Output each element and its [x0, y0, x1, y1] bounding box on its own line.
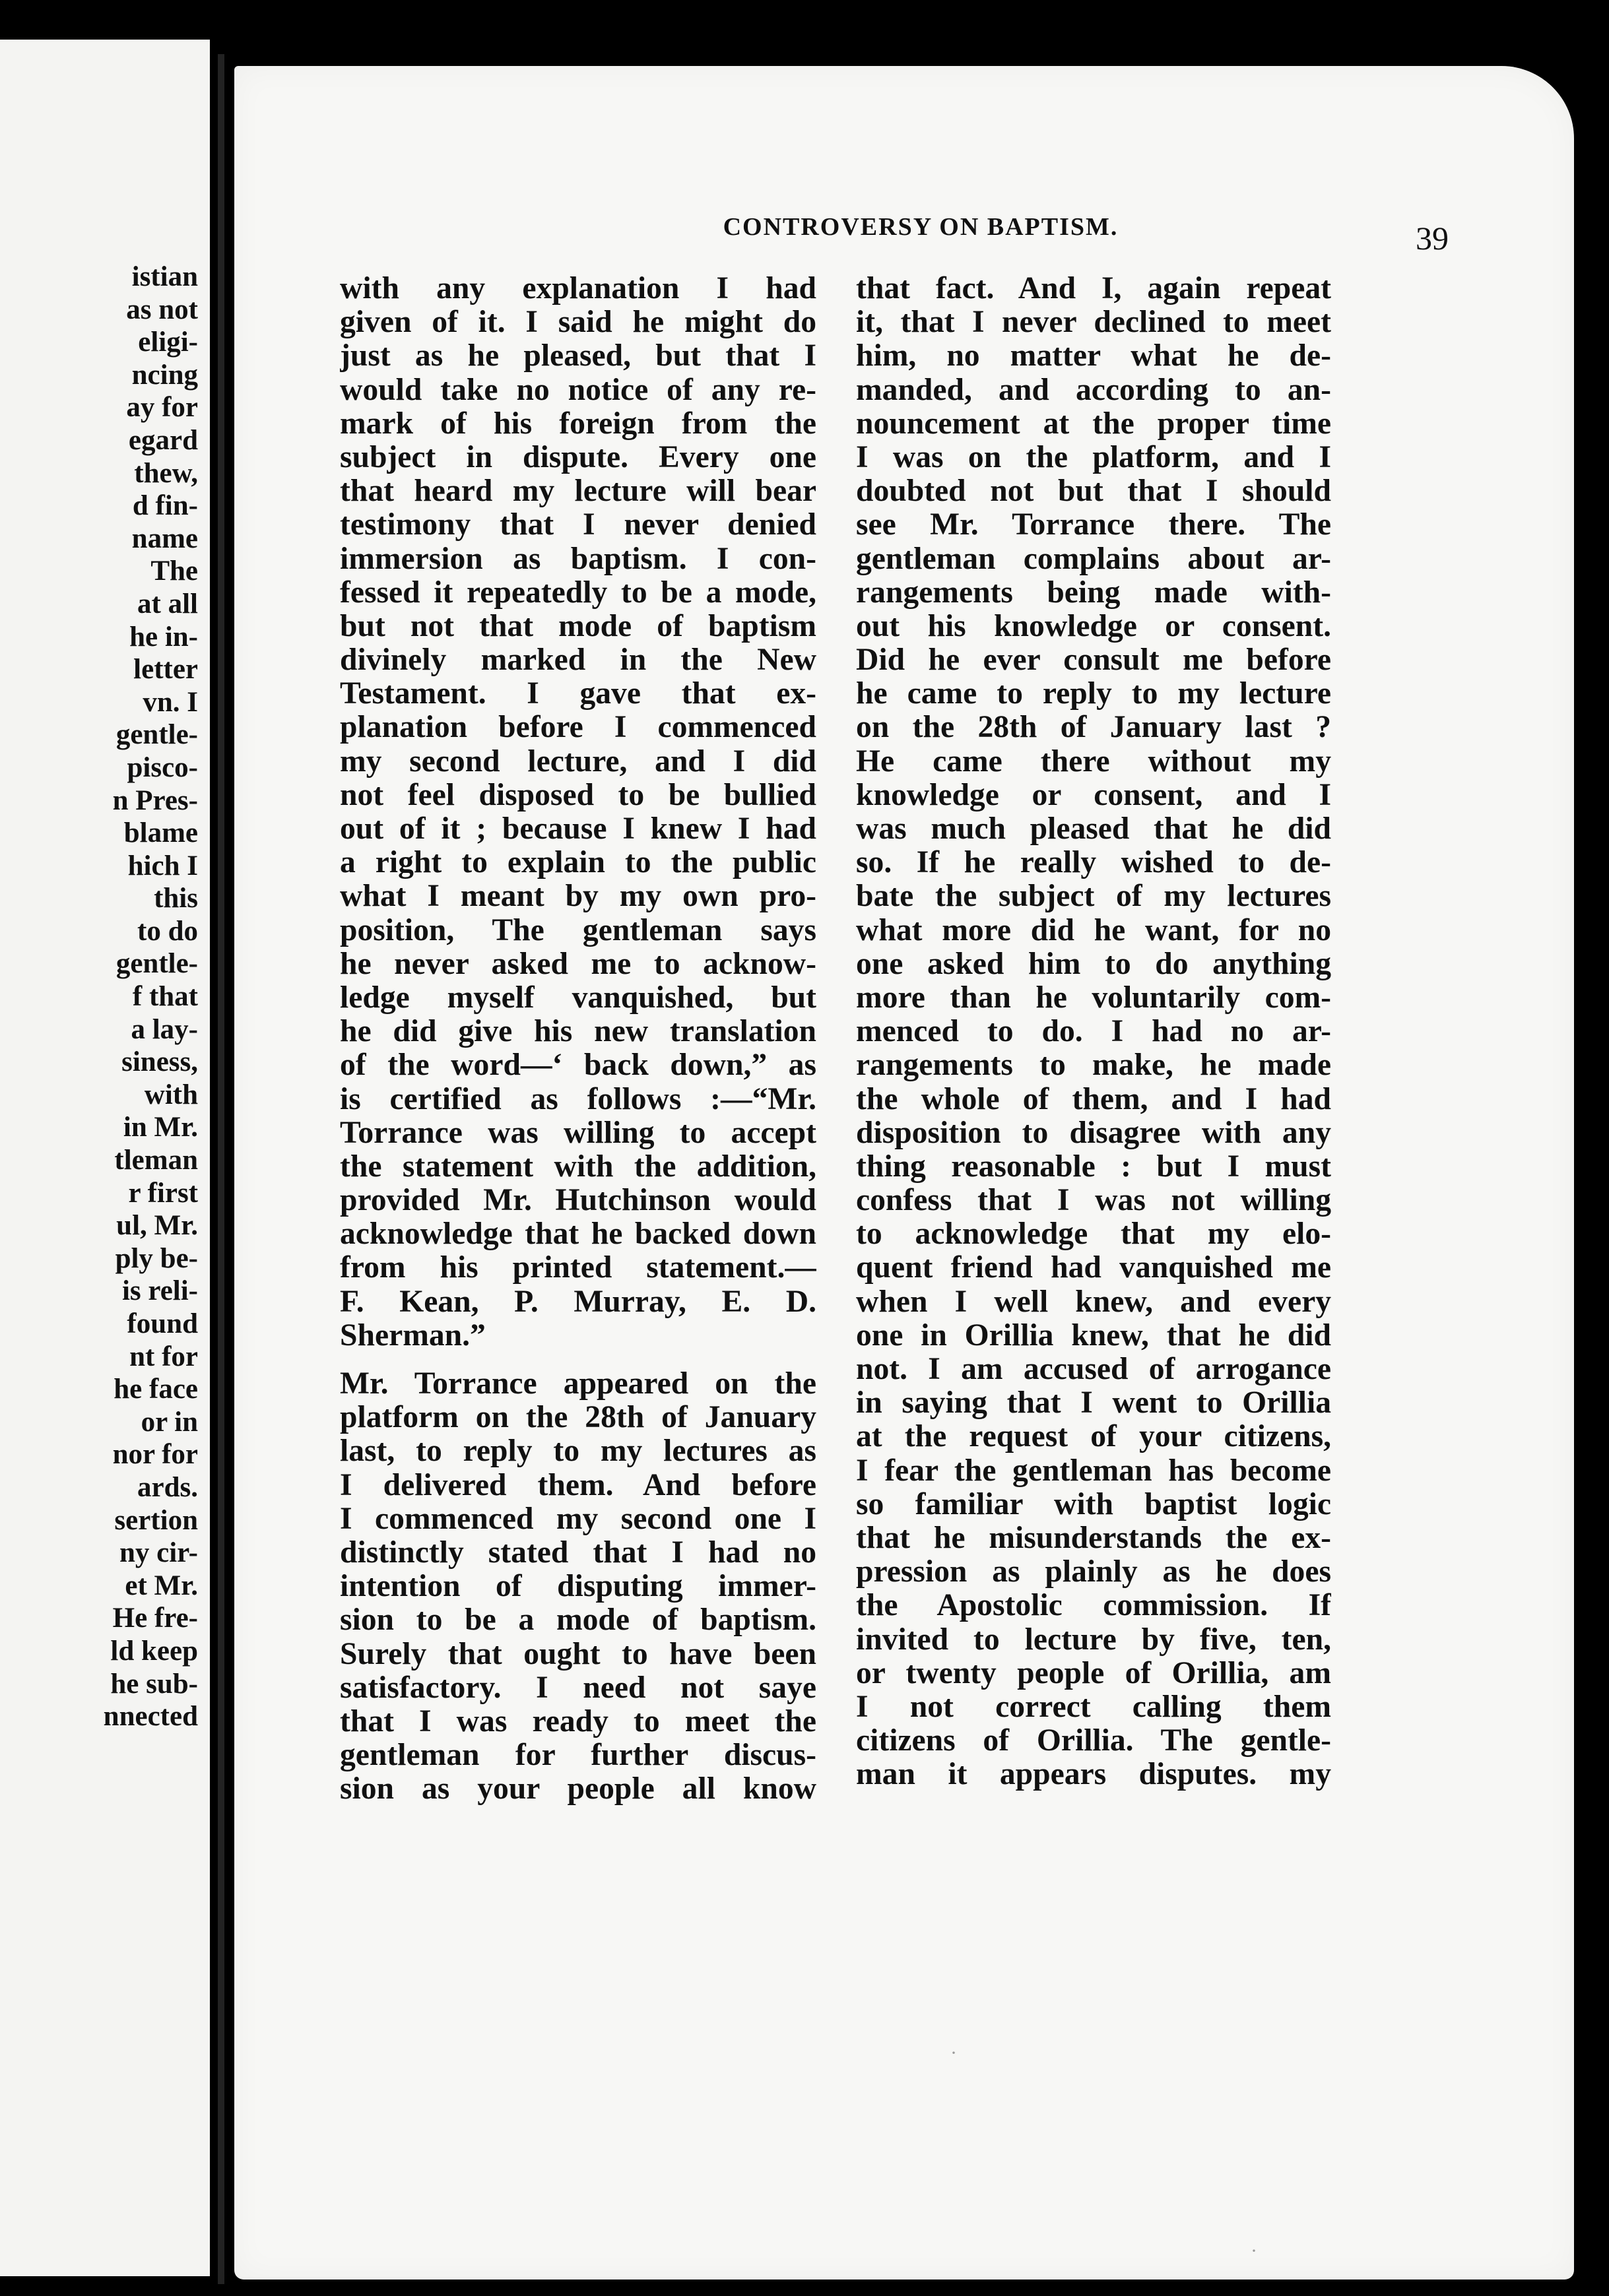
previous-page-line: this [154, 883, 198, 914]
text-line: quent friend had vanquished me [856, 1251, 1331, 1285]
previous-page-line: ld keep [110, 1635, 198, 1667]
previous-page-line: ncing [131, 359, 198, 391]
previous-page-line: he in- [129, 621, 198, 653]
text-line: manded, and according to an- [856, 373, 1331, 407]
text-line: it, that I never declined to meet [856, 305, 1331, 340]
text-line: subject in dispute. Every one [340, 440, 816, 474]
text-line: I commenced my second one I [340, 1502, 816, 1536]
text-line: rangements to make, he made [856, 1048, 1331, 1083]
text-line: disposition to disagree with any [856, 1116, 1331, 1150]
text-line: sion to be a mode of baptism. [340, 1603, 816, 1638]
text-line: from his printed statement.— [340, 1251, 816, 1285]
text-line: I was on the platform, and I [856, 440, 1331, 474]
text-line: that heard my lecture will bear [340, 474, 816, 509]
previous-page-line: he face [114, 1374, 198, 1405]
text-line: confess that I was not willing [856, 1184, 1331, 1218]
text-line: bate the subject of my lectures [856, 879, 1331, 914]
text-line: thing reasonable : but I must [856, 1149, 1331, 1184]
text-line: in saying that I went to Orillia [856, 1386, 1331, 1420]
previous-page-line: et Mr. [125, 1570, 198, 1601]
text-line: ledge myself vanquished, but [340, 980, 816, 1015]
text-line: distinctly stated that I had no [340, 1535, 816, 1570]
text-line: him, no matter what he de- [856, 339, 1331, 373]
previous-page-line: egard [128, 424, 198, 456]
previous-page-line: as not [126, 294, 198, 325]
text-line: doubted not but that I should [856, 474, 1331, 509]
text-line: with any explanation I had [340, 272, 816, 305]
page-gutter [218, 54, 224, 2284]
page-number: 39 [1416, 220, 1449, 257]
previous-page-line: thew, [134, 457, 198, 489]
previous-page-line: ny cir- [119, 1537, 198, 1569]
text-line: he did give his new translation [340, 1015, 816, 1049]
text-line: menced to do. I had no ar- [856, 1015, 1331, 1049]
text-line: gentleman for further discus- [340, 1738, 816, 1773]
previous-page-line: with [144, 1079, 198, 1110]
previous-page-line: gentle- [115, 719, 198, 751]
text-line: F. Kean, P. Murray, E. D. [340, 1285, 816, 1319]
previous-page-line: piscо- [127, 751, 198, 783]
text-line: invited to lecture by five, ten, [856, 1622, 1331, 1657]
text-line: I fear the gentleman has become [856, 1453, 1331, 1488]
previous-page-line: gentle- [115, 948, 198, 980]
text-line: one asked him to do anything [856, 947, 1331, 981]
text-line: not feel disposed to be bullied [340, 778, 816, 812]
previous-page-line: name [131, 523, 198, 554]
previous-page-line: vn. I [143, 686, 198, 718]
text-line: that I was ready to meet the [340, 1704, 816, 1738]
text-line: the whole of them, and I had [856, 1082, 1331, 1116]
previous-page-line: is reli- [121, 1275, 198, 1307]
text-line: one in Orillia knew, that he did [856, 1318, 1331, 1353]
ink-speck: · [950, 2042, 957, 2064]
text-line: he never asked me to acknow- [340, 947, 816, 981]
text-line: divinely marked in the New [340, 643, 816, 678]
text-line: at the request of your citizens, [856, 1420, 1331, 1454]
text-line: position, The gentleman says [340, 913, 816, 947]
text-line: what more did he want, for no [856, 913, 1331, 947]
text-line: immersion as baptism. I con- [340, 542, 816, 576]
text-line: pression as plainly as he does [856, 1555, 1331, 1589]
text-line: out his knowledge or consent. [856, 609, 1331, 643]
previous-page-line: letter [133, 654, 198, 686]
previous-page-line: to do [137, 915, 198, 947]
previous-page-line: d fin- [132, 490, 198, 522]
previous-page-fragment [0, 40, 210, 2276]
text-line: intention of disputing immer- [340, 1570, 816, 1604]
text-line: that fact. And I, again repeat [856, 272, 1331, 305]
previous-page-line: f that [132, 981, 198, 1013]
text-line: He came there without my [856, 744, 1331, 779]
previous-page-line: n Pres- [112, 784, 198, 816]
text-line: gentleman complains about ar- [856, 542, 1331, 576]
text-line: fessed it repeatedly to be a mode, [340, 575, 816, 610]
text-line: planation before I commenced [340, 711, 816, 745]
text-line: see Mr. Torrance there. The [856, 508, 1331, 542]
text-line: provided Mr. Hutchinson would [340, 1184, 816, 1218]
text-line: is certified as follows :—“Mr. [340, 1082, 816, 1116]
previous-page-line: in Mr. [123, 1112, 198, 1143]
previous-page-text [0, 261, 198, 1733]
text-line: given of it. I said he might do [340, 305, 816, 340]
text-line: Torrance was willing to accept [340, 1116, 816, 1150]
text-line: so familiar with baptist logic [856, 1487, 1331, 1521]
previous-page-line: nnected [103, 1701, 198, 1733]
text-line: I delivered them. And before [340, 1468, 816, 1502]
text-line: not. I am accused of arrogance [856, 1353, 1331, 1386]
text-line: he came to reply to my lecture [856, 677, 1331, 711]
text-line: mark of his foreign from the [340, 406, 816, 441]
text-line: what I meant by my own pro- [340, 879, 816, 914]
previous-page-line: He fre- [112, 1603, 198, 1634]
text-line: was much pleased that he did [856, 812, 1331, 846]
previous-page-line: siness, [121, 1046, 198, 1078]
text-line: my second lecture, and I did [340, 744, 816, 779]
text-line: a right to explain to the public [340, 846, 816, 880]
previous-page-line: r first [128, 1177, 198, 1209]
text-line: acknowledge that he backed down [340, 1217, 816, 1252]
previous-page-line: istian [131, 261, 198, 292]
previous-page-line: he sub- [110, 1668, 198, 1700]
text-line: to acknowledge that my elo- [856, 1217, 1331, 1252]
text-line: but not that mode of baptism [340, 609, 816, 643]
ink-speck: · [1251, 2240, 1257, 2262]
text-line: that he misunderstands the ex- [856, 1521, 1331, 1555]
text-line: of the word—‘ back down,” as [340, 1048, 816, 1083]
previous-page-line: ply be- [115, 1242, 198, 1274]
text-line: the statement with the addition, [340, 1149, 816, 1184]
text-line: more than he voluntarily com- [856, 980, 1331, 1015]
text-line: out of it ; because I knew I had [340, 812, 816, 846]
previous-page-line: The [150, 556, 198, 587]
text-line: would take no notice of any re- [340, 373, 816, 407]
previous-page-line: nor for [112, 1439, 198, 1471]
previous-page-line: at all [137, 588, 198, 620]
text-line: citizens of Orillia. The gentle- [856, 1724, 1331, 1758]
text-line: Sherman.” [340, 1318, 486, 1353]
text-line: so. If he really wished to de- [856, 846, 1331, 880]
previous-page-line: found [127, 1308, 198, 1339]
text-line: or twenty people of Orillia, am [856, 1656, 1331, 1690]
running-head: CONTROVERSY ON BAPTISM. [723, 213, 1119, 241]
previous-page-line: blame [123, 817, 198, 849]
previous-page-line: a lay- [131, 1013, 198, 1045]
text-line: on the 28th of January last ? [856, 711, 1331, 745]
previous-page-line: or in [141, 1406, 198, 1438]
previous-page-line: ul, Mr. [116, 1210, 198, 1242]
previous-page-line: hich I [127, 850, 198, 881]
book-page [234, 66, 1574, 2280]
text-line: Did he ever consult me before [856, 643, 1331, 678]
text-line: last, to reply to my lectures as [340, 1434, 816, 1469]
left-text-column [340, 272, 816, 1806]
text-line: knowledge or consent, and I [856, 778, 1331, 812]
text-line: Testament. I gave that ex- [340, 677, 816, 711]
text-line: the Apostolic commission. If [856, 1589, 1331, 1623]
text-line: just as he pleased, but that I [340, 339, 816, 373]
text-line: man it appears disputes. my [856, 1758, 1331, 1792]
text-line: sion as your people all know [340, 1772, 816, 1806]
right-text-column [856, 272, 1331, 1791]
previous-page-line: sertion [114, 1504, 198, 1536]
previous-page-line: nt for [129, 1341, 198, 1372]
previous-page-line: ay for [126, 392, 198, 424]
text-line: testimony that I never denied [340, 508, 816, 542]
text-line: rangements being made with- [856, 575, 1331, 610]
text-line: satisfactory. I need not saye [340, 1671, 816, 1705]
text-line: nouncement at the proper time [856, 406, 1331, 441]
previous-page-line: eligi- [138, 327, 198, 358]
text-line: Mr. Torrance appeared on the [340, 1367, 816, 1401]
text-line: when I well knew, and every [856, 1285, 1331, 1319]
text-line: I not correct calling them [856, 1690, 1331, 1724]
text-line: platform on the 28th of January [340, 1401, 816, 1435]
previous-page-line: ards. [137, 1471, 198, 1503]
previous-page-line: tleman [114, 1145, 198, 1176]
text-line: Surely that ought to have been [340, 1637, 816, 1671]
paragraph-gap [340, 1353, 816, 1367]
